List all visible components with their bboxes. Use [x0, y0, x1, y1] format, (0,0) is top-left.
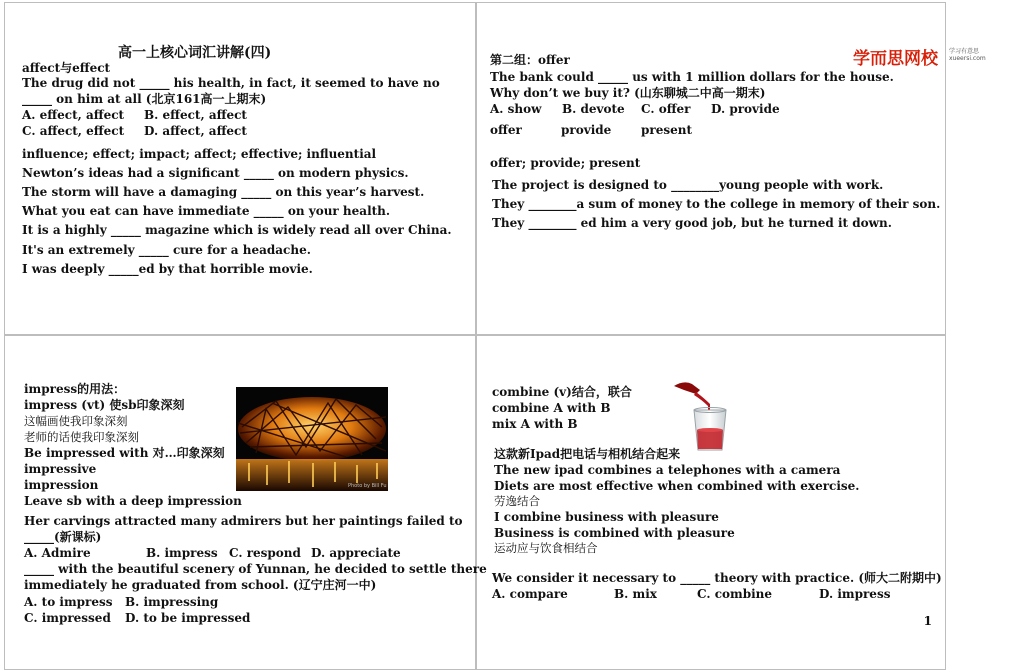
text-line: combine (v)结合，联合 [492, 385, 632, 399]
image-caption: Photo by Bill Fu [348, 483, 387, 489]
text-line: 这款新Ipad把电话与相机结合起来 [494, 447, 681, 461]
text-line: It is a highly _____ magazine which is widely read all over China. [22, 223, 452, 237]
text-line: I combine business with pleasure [494, 510, 719, 524]
option-b: B. effect, affect [144, 108, 247, 122]
text-line: _____ on him at all (北京161高一上期末) [22, 92, 267, 106]
option-d: D. provide [711, 102, 780, 116]
page-number: 1 [923, 614, 932, 628]
text-line: Her carvings attracted many admirers but her paintings failed to [24, 514, 463, 528]
option-d: D. affect, affect [144, 124, 247, 138]
text-line: combine A with B [492, 401, 611, 415]
option-b: B. impress [146, 546, 218, 560]
option-c: C. combine [697, 587, 773, 601]
text-line: It's an extremely _____ cure for a headache. [22, 243, 311, 257]
text-line: _____(新课标) [24, 530, 102, 544]
text-line: impression [24, 478, 99, 492]
slide-title: 高一上核心词汇讲解(四) [118, 45, 272, 61]
text-line: The bank could _____ us with 1 million dollars for the house. [490, 70, 894, 84]
option-a: A. compare [492, 587, 568, 601]
option-a: A. show [490, 102, 542, 116]
option-c: C. offer [641, 102, 691, 116]
text-line: impress的用法： [24, 382, 126, 396]
option-a: A. to impress [24, 595, 113, 609]
brand-logo [853, 44, 986, 69]
text-line: The new ipad combines a telephones with a camera [494, 463, 841, 477]
text-line: What you eat can have immediate _____ on your health. [22, 204, 391, 218]
option-a: A. effect, affect [22, 108, 125, 122]
text-line: 运动应与饮食相结合 [494, 541, 598, 555]
text-line: The storm will have a damaging _____ on this year’s harvest. [22, 185, 425, 199]
option-b: B. mix [614, 587, 657, 601]
option-a: A. Admire [24, 546, 91, 560]
option-d: D. impress [819, 587, 891, 601]
text-line: Be impressed with 对…印象深刻 [24, 446, 225, 460]
text-line: Leave sb with a deep impression [24, 494, 242, 508]
option-d: D. appreciate [311, 546, 401, 560]
text-line: I was deeply _____ed by that horrible movie. [22, 262, 313, 276]
text-line: Business is combined with pleasure [494, 526, 735, 540]
option-b: B. devote [562, 102, 625, 116]
text-line: affect与effect [22, 61, 111, 75]
text-line: They ________a sum of money to the college in memory of their son. [492, 197, 941, 211]
option-c: C. affect, effect [22, 124, 125, 138]
text-line: Why don’t we buy it? (山东聊城二中高一期末) [490, 86, 766, 100]
option-c: C. impressed [24, 611, 111, 625]
text-line: The drug did not _____ his health, in fact, it seemed to have no [22, 76, 440, 90]
text-line: 第二组：offer [490, 53, 570, 67]
text-line: impressive [24, 462, 97, 476]
word: offer [490, 123, 522, 137]
option-d: D. to be impressed [125, 611, 251, 625]
text-line: They ________ ed him a very good job, but he turned it down. [492, 216, 892, 230]
option-c: C. respond [229, 546, 301, 560]
word: present [641, 123, 693, 137]
text-line: immediately he graduated from school. (辽宁庄河一中) [24, 578, 377, 592]
text-line: 这幅画使我印象深刻 [24, 414, 128, 428]
text-line: Newton’s ideas had a significant _____ on modern physics. [22, 166, 409, 180]
text-line: impress (vt) 使sb印象深刻 [24, 398, 185, 412]
birds-nest-stadium-image [236, 387, 388, 491]
option-b: B. impressing [125, 595, 219, 609]
text-line: Diets are most effective when combined with exercise. [494, 479, 860, 493]
text-line: 老师的话使我印象深刻 [24, 430, 139, 444]
text-line: We consider it necessary to _____ theory with practice. (师大二附期中) [492, 571, 942, 585]
juice-pouring-image [670, 380, 740, 452]
text-line: The project is designed to ________young people with work. [492, 178, 884, 192]
logo-text: 学而思网校 [853, 49, 938, 69]
text-line: mix A with B [492, 417, 578, 431]
text-line: _____ with the beautiful scenery of Yunnan, he decided to settle there [24, 562, 487, 576]
text-line: 劳逸结合 [494, 494, 540, 508]
word-list: influence; effect; impact; affect; effective; influential [22, 147, 377, 161]
word: provide [561, 123, 612, 137]
word-list: offer; provide; present [490, 156, 641, 170]
logo-subtext: 学习有意思 xueersi.com [949, 48, 986, 62]
